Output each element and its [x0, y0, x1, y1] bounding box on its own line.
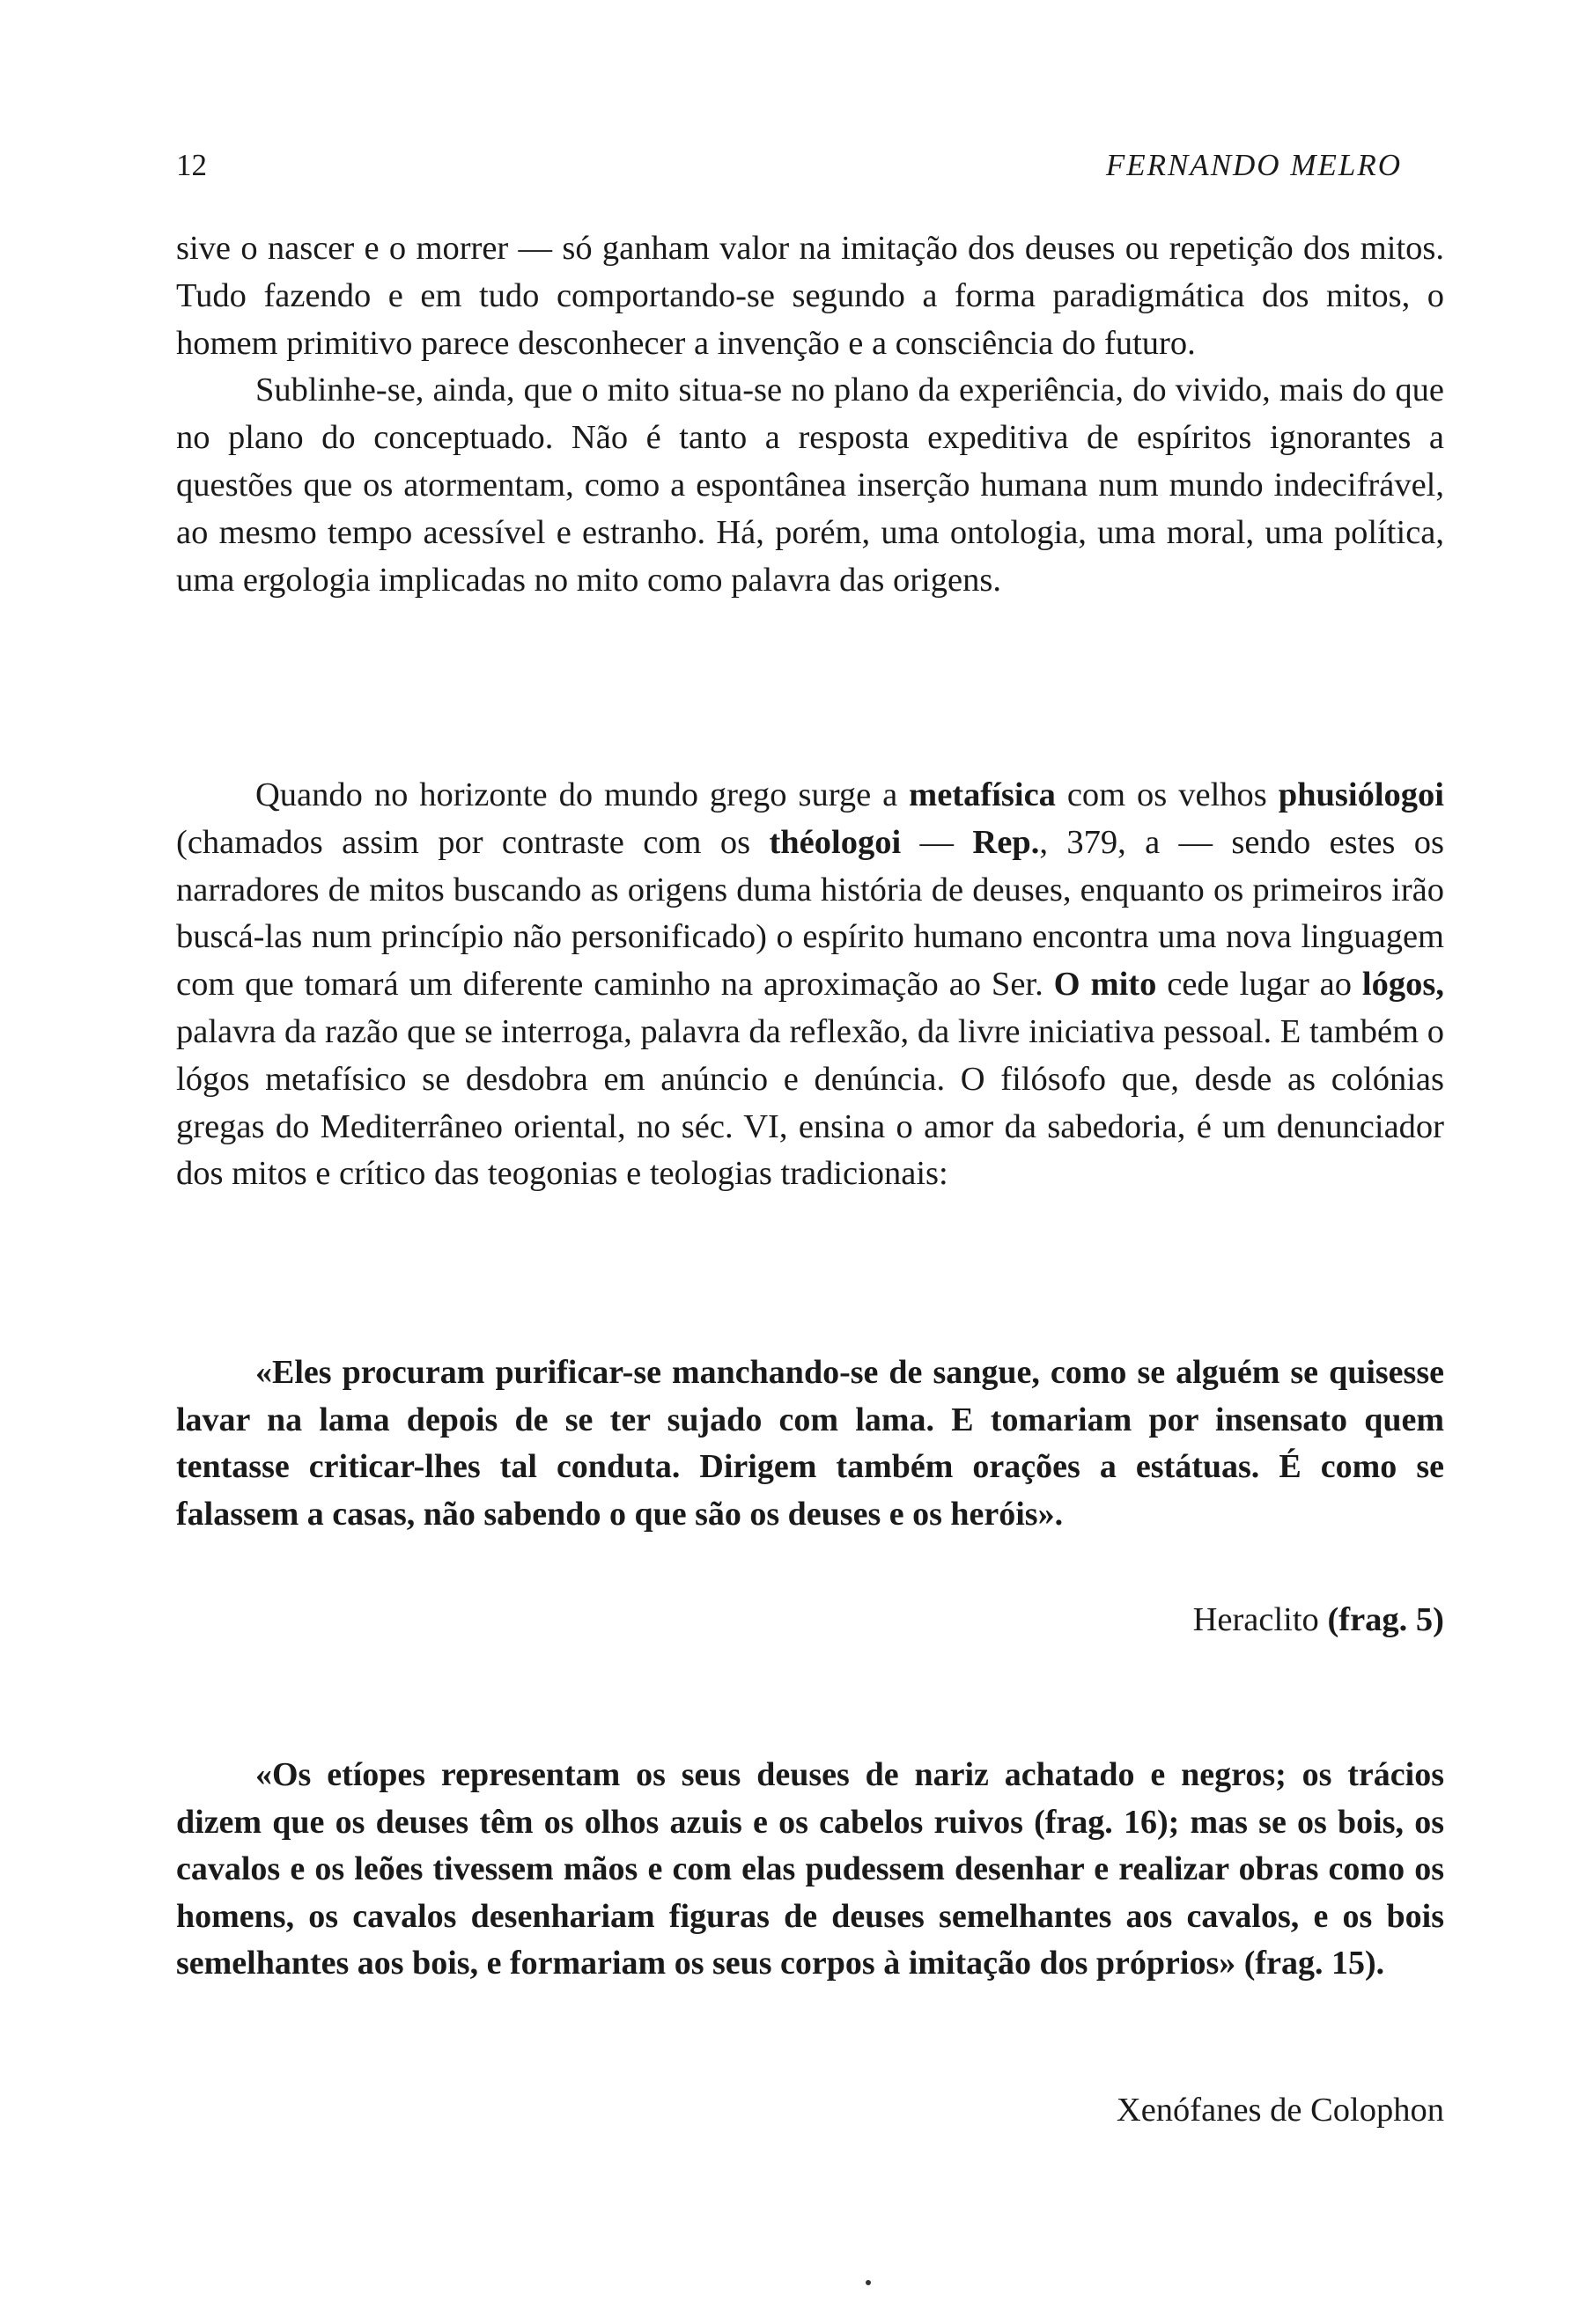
bold-term: phusiólogoi [1278, 776, 1444, 813]
attribution-author: Heraclito [1192, 1601, 1319, 1638]
running-head: FERNANDO MELRO [1105, 148, 1402, 182]
page-header [176, 148, 1402, 192]
bold-term: lógos, [1361, 966, 1444, 1004]
paragraph: Sublinhe-se, ainda, que o mito situa-se no plano da experiência, do vivido, mais do que no plano do conceptuado. Não é tanto a resposta expeditiva de espíritos ignorantes a questões que os atormentam, como a espontânea inserção humana num mundo indecifrável, ao mesmo tempo acessível e estranho. Há, porém, uma ontologia, uma moral, uma política, uma ergologia implicadas no mito como palavra das origens. [176, 371, 1444, 599]
bold-term: O mito [1053, 966, 1157, 1004]
page-number: 12 [176, 148, 207, 182]
attribution-author: Xenófanes de Colophon [1116, 2092, 1444, 2129]
attribution-reference: (frag. 5) [1327, 1601, 1444, 1638]
quote-attribution [1117, 2091, 1444, 2129]
text-block-metaphysics [176, 772, 1444, 1198]
block-quote-heraclitus: «Eles procuram purificar-se manchando-se de sangue, como se alguém se quisesse lavar na lama depois de se ter sujado com lama. E tomariam por insensato quem tentasse criticar-lhes tal conduta. Dirigem também orações a estátuas. É como se falassem a casas, não sabendo o que são os deuses e os heróis». [176, 1354, 1444, 1533]
bold-term: metafísica [909, 776, 1056, 813]
text-block-myth [176, 225, 1444, 604]
bold-term: théologoi [769, 823, 902, 861]
block-quote-xenophanes: «Os etíopes representam os seus deuses de nariz achatado e negros; os trácios dizem que os deuses têm os olhos azuis e os cabelos ruivos (frag. 16); mas se os bois, os cavalos e os leões tivessem mãos e com elas pudessem desenhar e realizar obras como os homens, os cavalos desenhariam figuras de deuses semelhantes aos cavalos, e os bois semelhantes aos bois, e formariam os seus corpos à imitação dos próprios» (frag. 15). [176, 1756, 1444, 1982]
paragraph: sive o nascer e o morrer — só ganham valor na imitação dos deuses ou repetição dos mitos. Tudo fazendo e em tudo comportando-se segundo a forma paradigmática dos mitos, o homem primitivo parece desconhecer a invenção e a consciência do futuro. [176, 230, 1444, 362]
quote-attribution [1193, 1600, 1444, 1639]
print-speck [866, 2280, 871, 2285]
paragraph: Quando no horizonte do mundo grego surge a metafísica com os velhos phusiólogoi (chamados assim por contraste com os théologoi — Rep., 379, a — sendo estes os narradores de mitos buscando as origens duma história de deuses, enquanto os primeiros irão buscá-las num princípio não personificado) o espírito humano encontra uma nova linguagem com que tomará um diferente caminho na aproximação ao Ser. O mito cede lugar ao lógos, palavra da razão que se interroga, palavra da reflexão, da livre iniciativa pessoal. E também o lógos metafísico se desdobra em anúncio e denúncia. O filósofo que, desde as colónias gregas do Mediterrâneo oriental, no séc. VI, ensina o amor da sabedoria, é um denunciador dos mitos e crítico das teogonias e teologias tradicionais: [176, 776, 1445, 1193]
bold-term: Rep. [972, 823, 1040, 861]
